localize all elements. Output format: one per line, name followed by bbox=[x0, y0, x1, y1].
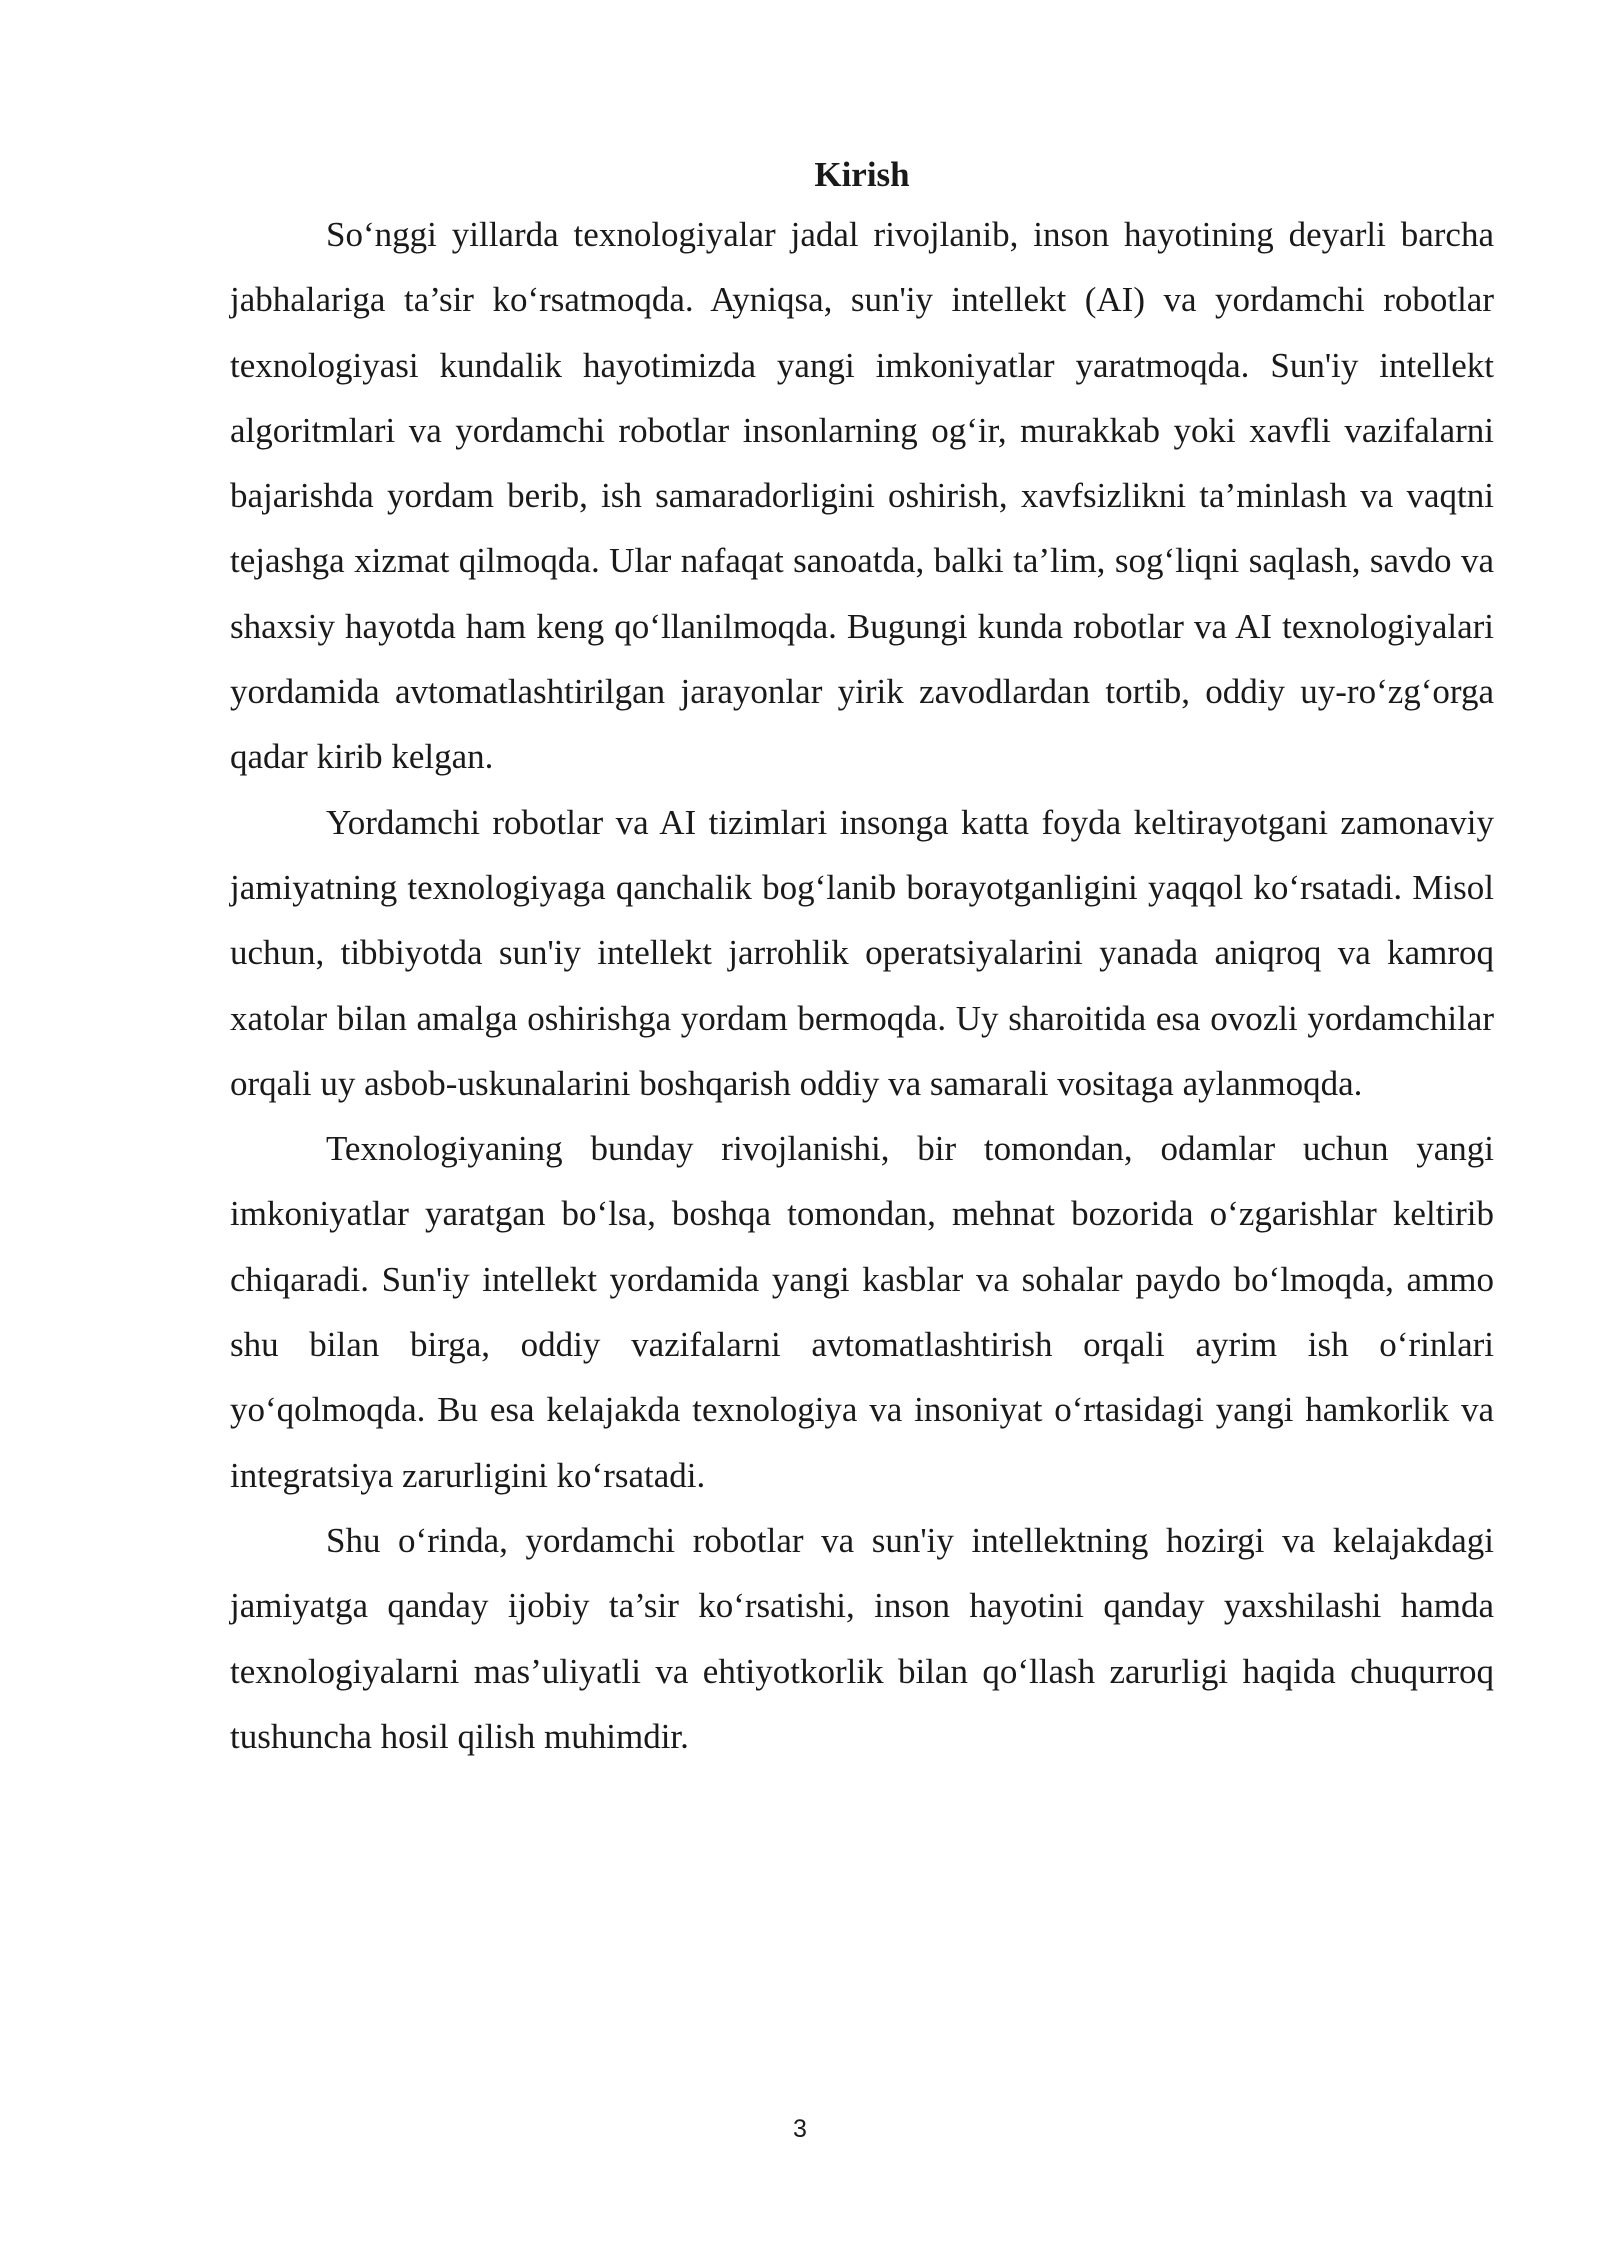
page-number: 3 bbox=[793, 2115, 807, 2143]
paragraph-robots-ai-benefit: Yordamchi robotlar va AI tizimlari insonga katta foyda keltirayotgani zamonaviy jamiyatning texnologiyaga qanchalik bog‘lanib borayotganligini yaqqol ko‘rsatadi. Misol uchun, tibbiyotda sun'iy intellekt jarrohlik operatsiyalarini yanada aniqroq va kamroq xatolar bilan amalga oshirishga yordam bermoqda. Uy sharoitida esa ovozli yordamchilar orqali uy asbob-uskunalarini boshqarish oddiy va samarali vositaga aylanmoqda. bbox=[230, 802, 1494, 1103]
page-content bbox=[230, 148, 1494, 1769]
paragraph-labor-market: Texnologiyaning bunday rivojlanishi, bir tomondan, odamlar uchun yangi imkoniyatlar yaratgan bo‘lsa, boshqa tomondan, mehnat bozorida o‘zgarishlar keltirib chiqaradi. Sun'iy intellekt yordamida yangi kasblar va sohalar paydo bo‘lmoqda, ammo shu bilan birga, oddiy vazifalarni avtomatlashtirish orqali ayrim ish o‘rinlari yo‘qolmoqda. Bu esa kelajakda texnologiya va insoniyat o‘rtasidagi yangi hamkorlik va integratsiya zarurligini ko‘rsatadi. bbox=[230, 1129, 1494, 1495]
paragraph-conclusion: Shu o‘rinda, yordamchi robotlar va sun'iy intellektning hozirgi va kelajakdagi jamiyatga qanday ijobiy ta’sir ko‘rsatishi, inson hayotini qanday yaxshilashi hamda texnologiyalarni mas’uliyatli va ehtiyotkorlik bilan qo‘llash zarurligi haqida chuqurroq tushuncha hosil qilish muhimdir. bbox=[230, 1520, 1494, 1756]
paragraph-intro: So‘nggi yillarda texnologiyalar jadal rivojlanib, inson hayotining deyarli barcha jabhalariga ta’sir ko‘rsatmoqda. Ayniqsa, sun'iy intellekt (AI) va yordamchi robotlar texnologiyasi kundalik hayotimizda yangi imkoniyatlar yaratmoqda. Sun'iy intellekt algoritmlari va yordamchi robotlar insonlarning og‘ir, murakkab yoki xavfli vazifalarni bajarishda yordam berib, ish samaradorligini oshirish, xavfsizlikni ta’minlash va vaqtni tejashga xizmat qilmoqda. Ular nafaqat sanoatda, balki ta’lim, sog‘liqni saqlash, savdo va shaxsiy hayotda ham keng qo‘llanilmoqda. Bugungi kunda robotlar va AI texnologiyalari yordamida avtomatlashtirilgan jarayonlar yirik zavodlardan tortib, oddiy uy-ro‘zg‘orga qadar kirib kelgan. bbox=[230, 215, 1494, 777]
page-title: Kirish bbox=[814, 155, 910, 194]
